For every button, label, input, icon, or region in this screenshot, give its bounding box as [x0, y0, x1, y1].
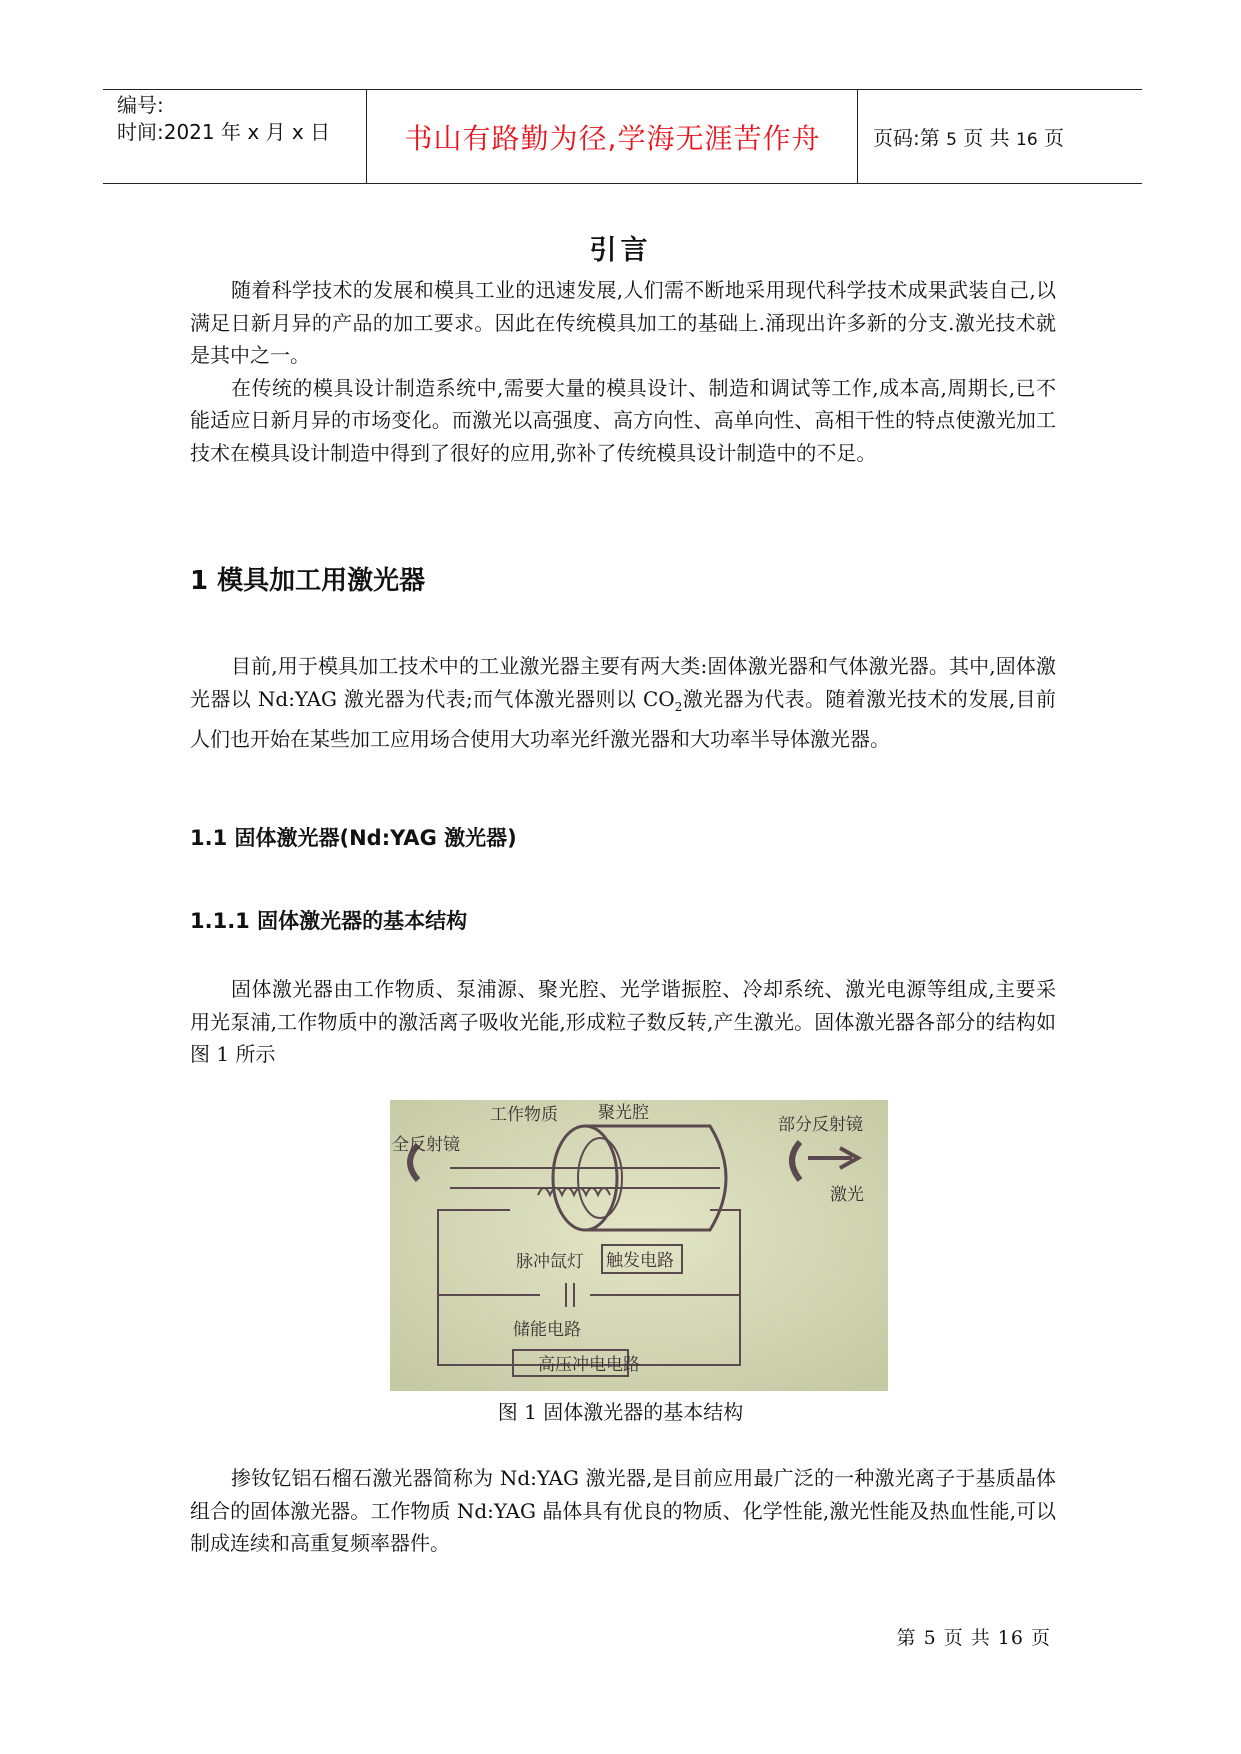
label-full-mirror: 全反射镜: [392, 1135, 460, 1155]
label-hv-charge: 高压冲电电路: [538, 1355, 640, 1375]
section-1-paragraph: [190, 650, 1056, 756]
section-1-body: [190, 650, 1056, 756]
intro-section: [190, 274, 1056, 469]
figure-caption: 图 1 固体激光器的基本结构: [497, 1400, 744, 1424]
header-motto-cell: [368, 90, 858, 183]
closing-paragraph: 掺钕钇铝石榴石激光器简称为 Nd:YAG 激光器,是目前应用最广泛的一种激光离子于基质晶体组合的固体激光器。工作物质 Nd:YAG 晶体具有优良的物质、化学性能,激光性能及热血性能,可以制成连续和高重复频率器件。: [190, 1466, 1056, 1555]
label-lamp: 脉冲氙灯: [516, 1252, 584, 1272]
para-text-a: 目前,用于模具加工技术中的工业激光器主要有两大类:固体激光器和气体激光器。其中,固体激光器以 Nd:YAG 激光器为代表;而气体激光器则以 CO: [190, 654, 1056, 711]
section-heading-1-1: 1.1 固体激光器(Nd:YAG 激光器): [190, 826, 517, 850]
intro-paragraph-2: 在传统的模具设计制造系统中,需要大量的模具设计、制造和调试等工作,成本高,周期长,已不能适应日新月异的市场变化。而激光以高强度、高方向性、高单向性、高相干性的特点使激光加工技术在模具设计制造中得到了很好的应用,弥补了传统模具设计制造中的不足。: [190, 375, 1056, 465]
header-left-cell: [103, 90, 367, 183]
document-date: 时间:2021 年 x 月 x 日: [117, 120, 331, 144]
page-mid: 页 共: [956, 126, 1017, 150]
label-partial-mirror: 部分反射镜: [778, 1115, 863, 1135]
section-1-1-1-paragraph: 固体激光器由工作物质、泵浦源、聚光腔、光学谐振腔、冷却系统、激光电源等组成,主要采用光泵浦,工作物质中的激活离子吸收光能,形成粒子数反转,产生激光。固体激光器各部分的结构如图 1 所示: [190, 977, 1056, 1066]
page-suffix: 页: [1037, 126, 1065, 150]
co2-subscript: 2: [674, 699, 683, 714]
section-heading-1: 1 模具加工用激光器: [190, 566, 426, 596]
page-number: 5: [946, 130, 957, 150]
page-title: 引言: [589, 235, 652, 266]
label-cavity: 聚光腔: [598, 1103, 649, 1123]
header-page-info: [873, 122, 1064, 151]
page-footer: 第 5 页 共 16 页: [896, 1627, 1051, 1649]
laser-structure-figure: [390, 1100, 888, 1391]
page-header: [103, 89, 1142, 184]
label-trigger: 触发电路: [606, 1251, 674, 1271]
para-text-b: 激光器为代表。随着激光技术的发展,目前人们也开始在某些加工应用场合使用大功率光纤激光器和大功率半导体激光器。: [190, 686, 1057, 751]
label-working-medium: 工作物质: [490, 1105, 558, 1125]
header-page-cell: [859, 90, 1142, 183]
document-number-label: 编号:: [117, 93, 164, 117]
closing-section: [190, 1462, 1056, 1560]
label-laser: 激光: [830, 1185, 864, 1205]
intro-paragraph-1: 随着科学技术的发展和模具工业的迅速发展,人们需不断地采用现代科学技术成果武装自己,以满足日新月异的产品的加工要求。因此在传统模具加工的基础上.涌现出许多新的分支.激光技术就是其中之一。: [190, 278, 1056, 367]
laser-diagram: [390, 1100, 888, 1391]
page-total: 16: [1016, 130, 1038, 150]
page-prefix: 页码:第: [873, 126, 947, 150]
label-storage: 储能电路: [513, 1320, 581, 1340]
header-motto: 书山有路勤为径,学海无涯苦作舟: [404, 121, 821, 155]
section-heading-1-1-1: 1.1.1 固体激光器的基本结构: [190, 909, 468, 933]
section-1-1-1-body: [190, 973, 1056, 1071]
